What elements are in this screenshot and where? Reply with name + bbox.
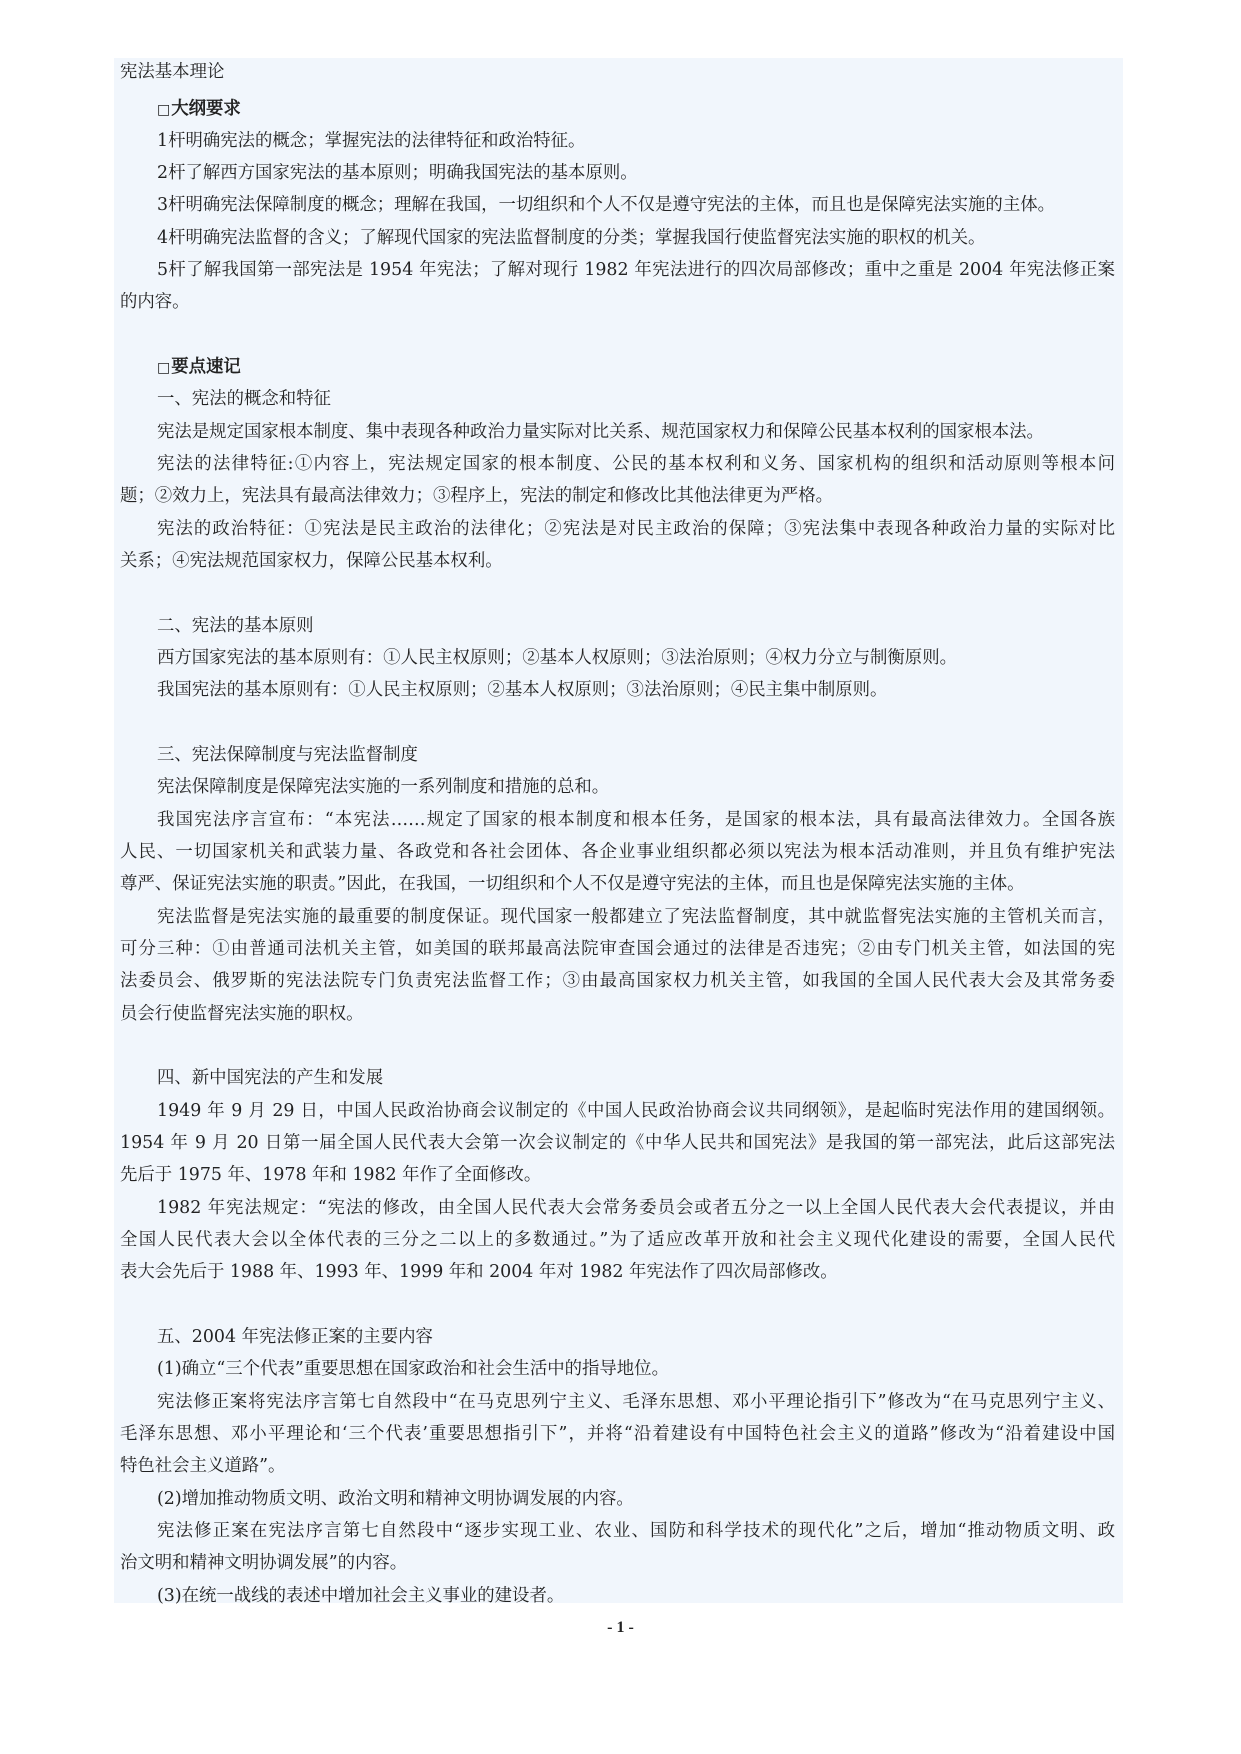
paragraph-line: 先后于 1975 年、1978 年和 1982 年作了全面修改。	[120, 1165, 542, 1185]
paragraph-line: 题；②效力上，宪法具有最高法律效力；③程序上，宪法的制定和修改比其他法律更为严格。	[120, 486, 834, 506]
paragraph-line: 宪法是规定国家根本制度、集中表现各种政治力量实际对比关系、规范国家权力和保障公民基本权利的国家根本法。	[157, 422, 1044, 442]
paragraph-line: 我国宪法序言宣布：“本宪法……规定了国家的根本制度和根本任务，是国家的根本法，具有最高法律效力。全国各族	[157, 810, 1115, 830]
section-title: 二、宪法的基本原则	[157, 616, 314, 636]
paragraph-line: 可分三种：①由普通司法机关主管，如美国的联邦最高法院审查国会通过的法律是否违宪；②由专门机关主管，如法国的宪	[120, 939, 1115, 959]
section-title: 五、2004 年宪法修正案的主要内容	[157, 1327, 433, 1347]
keypoints-heading: □要点速记	[157, 357, 241, 377]
paragraph-line: 宪法修正案在宪法序言第七自然段中“逐步实现工业、农业、国防和科学技术的现代化”之后，增加“推动物质文明、政	[157, 1521, 1115, 1541]
outline-item: 1杆明确宪法的概念；掌握宪法的法律特征和政治特征。	[157, 131, 586, 151]
paragraph-line: 关系；④宪法规范国家权力，保障公民基本权利。	[120, 551, 503, 571]
document-title: 宪法基本理论	[120, 62, 225, 82]
paragraph-line: 全国人民代表大会以全体代表的三分之二以上的多数通过。”为了适应改革开放和社会主义现代化建设的需要，全国人民代	[120, 1230, 1115, 1250]
outline-item: 3杆明确宪法保障制度的概念；理解在我国，一切组织和个人不仅是遵守宪法的主体，而且也是保障宪法实施的主体。	[157, 195, 1055, 215]
outline-item: 4杆明确宪法监督的含义；了解现代国家的宪法监督制度的分类；掌握我国行使监督宪法实施的职权的机关。	[157, 228, 986, 248]
paragraph-line: 西方国家宪法的基本原则有：①人民主权原则；②基本人权原则；③法治原则；④权力分立与制衡原则。	[157, 648, 957, 668]
outline-item: 2杆了解西方国家宪法的基本原则；明确我国宪法的基本原则。	[157, 163, 638, 183]
outline-heading: □大纲要求	[157, 99, 241, 119]
paragraph-line: 尊严、保证宪法实施的职责。”因此，在我国，一切组织和个人不仅是遵守宪法的主体，而且也是保障宪法实施的主体。	[120, 874, 1025, 894]
list-item: (1)确立“三个代表”重要思想在国家政治和社会生活中的指导地位。	[157, 1359, 669, 1379]
paragraph-line: 1982 年宪法规定：“宪法的修改，由全国人民代表大会常务委员会或者五分之一以上全国人民代表大会代表提议，并由	[157, 1198, 1115, 1218]
paragraph-line: 1949 年 9 月 29 日，中国人民政治协商会议制定的《中国人民政治协商会议共同纲领》，是起临时宪法作用的建国纲领。	[157, 1101, 1115, 1121]
paragraph-line: 宪法的政治特征：①宪法是民主政治的法律化；②宪法是对民主政治的保障；③宪法集中表现各种政治力量的实际对比	[157, 519, 1115, 539]
checkbox-square-icon: □	[157, 102, 171, 118]
section-title: 四、新中国宪法的产生和发展	[157, 1068, 384, 1088]
paragraph-line: 宪法修正案将宪法序言第七自然段中“在马克思列宁主义、毛泽东思想、邓小平理论指引下”修改为“在马克思列宁主义、	[157, 1392, 1115, 1412]
paragraph-line: 宪法保障制度是保障宪法实施的一系列制度和措施的总和。	[157, 777, 610, 797]
section-title: 三、宪法保障制度与宪法监督制度	[157, 745, 418, 765]
paragraph-line: 人民、一切国家机关和武装力量、各政党和各社会团体、各企业事业组织都必须以宪法为根本活动准则，并且负有维护宪法	[120, 842, 1115, 862]
checkbox-square-icon: □	[157, 360, 171, 376]
paragraph-line: 员会行使监督宪法实施的职权。	[120, 1004, 364, 1024]
paragraph-line: 治文明和精神文明协调发展”的内容。	[120, 1553, 408, 1573]
page-number: - 1 -	[607, 1619, 634, 1636]
paragraph-line: 1954 年 9 月 20 日第一届全国人民代表大会第一次会议制定的《中华人民共和国宪法》是我国的第一部宪法，此后这部宪法	[120, 1133, 1115, 1153]
paragraph-line: 法委员会、俄罗斯的宪法法院专门负责宪法监督工作；③由最高国家权力机关主管，如我国的全国人民代表大会及其常务委	[120, 971, 1115, 991]
list-item: (2)增加推动物质文明、政治文明和精神文明协调发展的内容。	[157, 1489, 634, 1509]
paragraph-line: 宪法监督是宪法实施的最重要的制度保证。现代国家一般都建立了宪法监督制度，其中就监督宪法实施的主管机关而言，	[157, 907, 1115, 927]
paragraph-line: 表大会先后于 1988 年、1993 年、1999 年和 2004 年对 1982 年宪法作了四次局部修改。	[120, 1262, 838, 1282]
paragraph-line: 特色社会主义道路”。	[120, 1456, 286, 1476]
outline-item: 5杆了解我国第一部宪法是 1954 年宪法；了解对现行 1982 年宪法进行的四次局部修改；重中之重是 2004 年宪法修正案	[157, 260, 1115, 280]
section-title: 一、宪法的概念和特征	[157, 389, 331, 409]
outline-item-continued: 的内容。	[120, 292, 190, 312]
list-item: (3)在统一战线的表述中增加社会主义事业的建设者。	[157, 1586, 565, 1606]
paragraph-line: 我国宪法的基本原则有：①人民主权原则；②基本人权原则；③法治原则；④民主集中制原则。	[157, 680, 888, 700]
paragraph-line: 毛泽东思想、邓小平理论和‘三个代表’重要思想指引下”，并将“沿着建设有中国特色社会主义的道路”修改为“沿着建设中国	[120, 1424, 1115, 1444]
paragraph-line: 宪法的法律特征:①内容上，宪法规定国家的根本制度、公民的基本权利和义务、国家机构的组织和活动原则等根本问	[157, 454, 1115, 474]
